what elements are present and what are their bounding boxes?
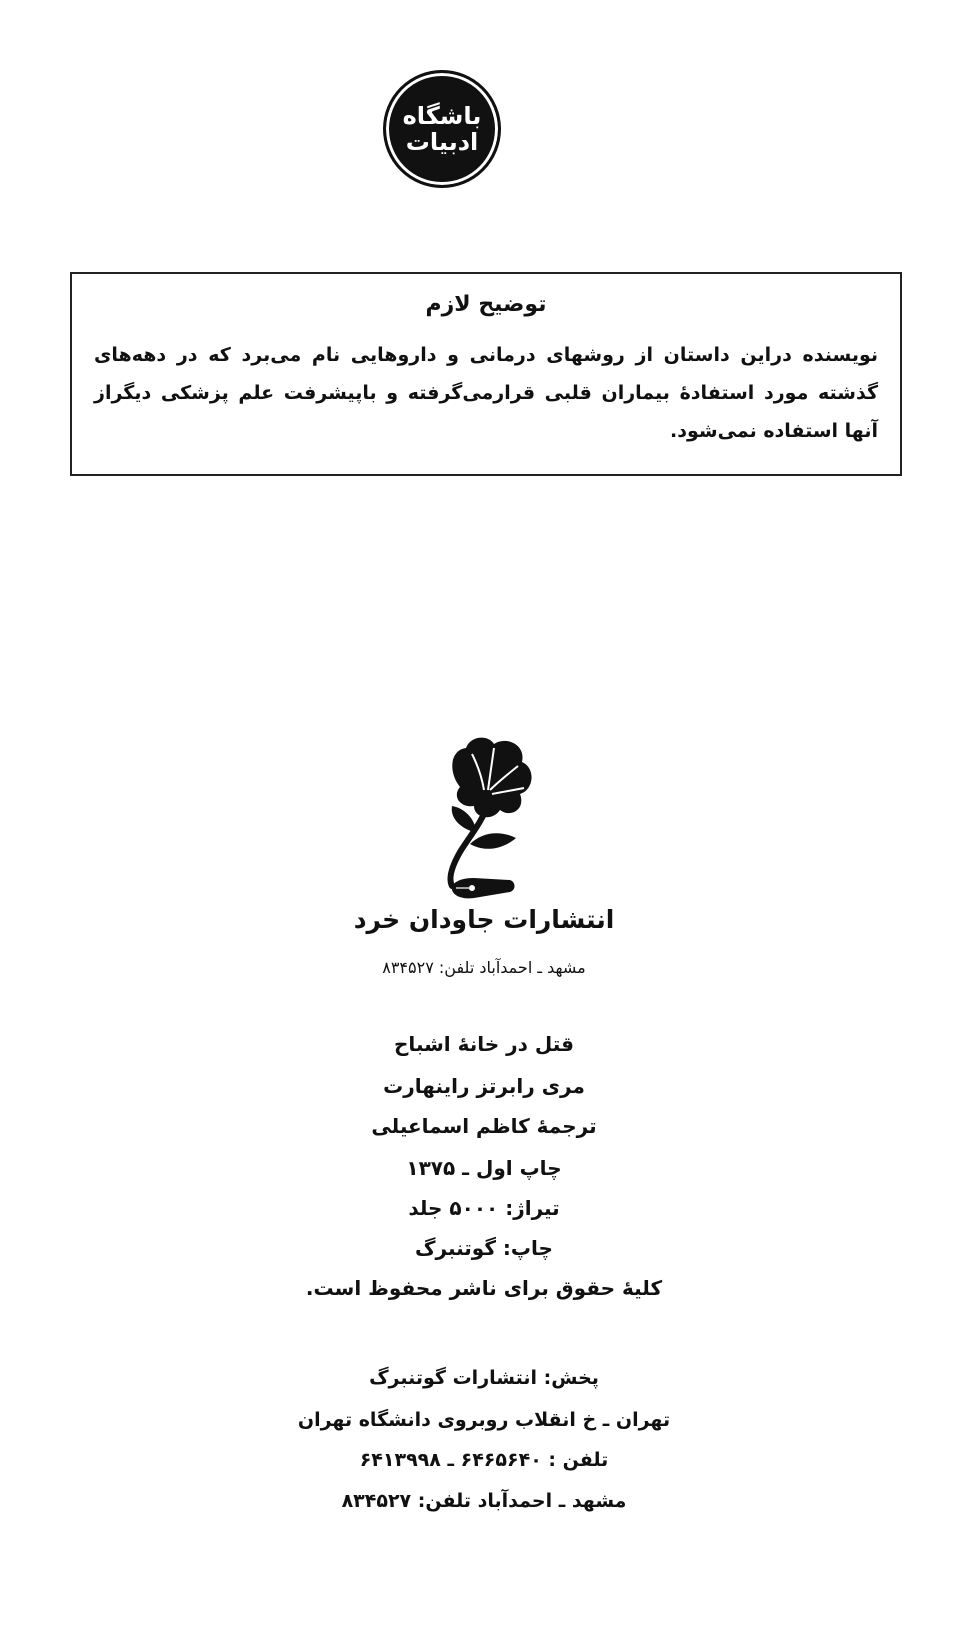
flower-pen-icon bbox=[430, 732, 540, 902]
publisher-name: انتشارات جاودان خرد bbox=[353, 905, 615, 934]
tehran-phone: تلفن : ۶۴۶۵۶۴۰ ـ ۶۴۱۳۹۹۸ bbox=[359, 1449, 609, 1471]
club-logo-line2: ادبیات bbox=[405, 128, 479, 156]
mashhad-address: مشهد ـ احمدآباد تلفن: ۸۳۴۵۲۷ bbox=[341, 1490, 627, 1512]
note-box bbox=[70, 272, 902, 476]
book-author: مری رابرتز راینهارت bbox=[383, 1074, 585, 1098]
book-printer: چاپ: گوتنبرگ bbox=[415, 1236, 553, 1260]
book-edition: چاپ اول ـ ۱۳۷۵ bbox=[406, 1156, 562, 1180]
publisher-address: مشهد ـ احمدآباد تلفن: ۸۳۴۵۲۷ bbox=[382, 958, 586, 977]
book-print-run: تیراژ: ۵۰۰۰ جلد bbox=[408, 1196, 560, 1220]
club-logo-line1: باشگاه bbox=[402, 102, 482, 130]
book-title: قتل در خانهٔ اشباح bbox=[394, 1032, 574, 1056]
club-logo-badge bbox=[383, 70, 501, 188]
tehran-address: تهران ـ خ انقلاب روبروی دانشگاه تهران bbox=[297, 1409, 671, 1431]
distributor: پخش: انتشارات گوتنبرگ bbox=[369, 1367, 599, 1389]
note-title: توضیح لازم bbox=[425, 292, 547, 317]
book-translator: ترجمهٔ کاظم اسماعیلی bbox=[371, 1114, 597, 1138]
book-rights: کلیهٔ حقوق برای ناشر محفوظ است. bbox=[305, 1276, 663, 1300]
note-body: نویسنده دراین داستان از روشهای درمانی و داروهایی نام می‌برد که در دهه‌های گذشته مورد استفادهٔ بیماران قلبی قرارمی‌گرفته و باپیشرفت علم پزشکی دیگراز آنها استفاده نمی‌شود. bbox=[94, 344, 878, 442]
